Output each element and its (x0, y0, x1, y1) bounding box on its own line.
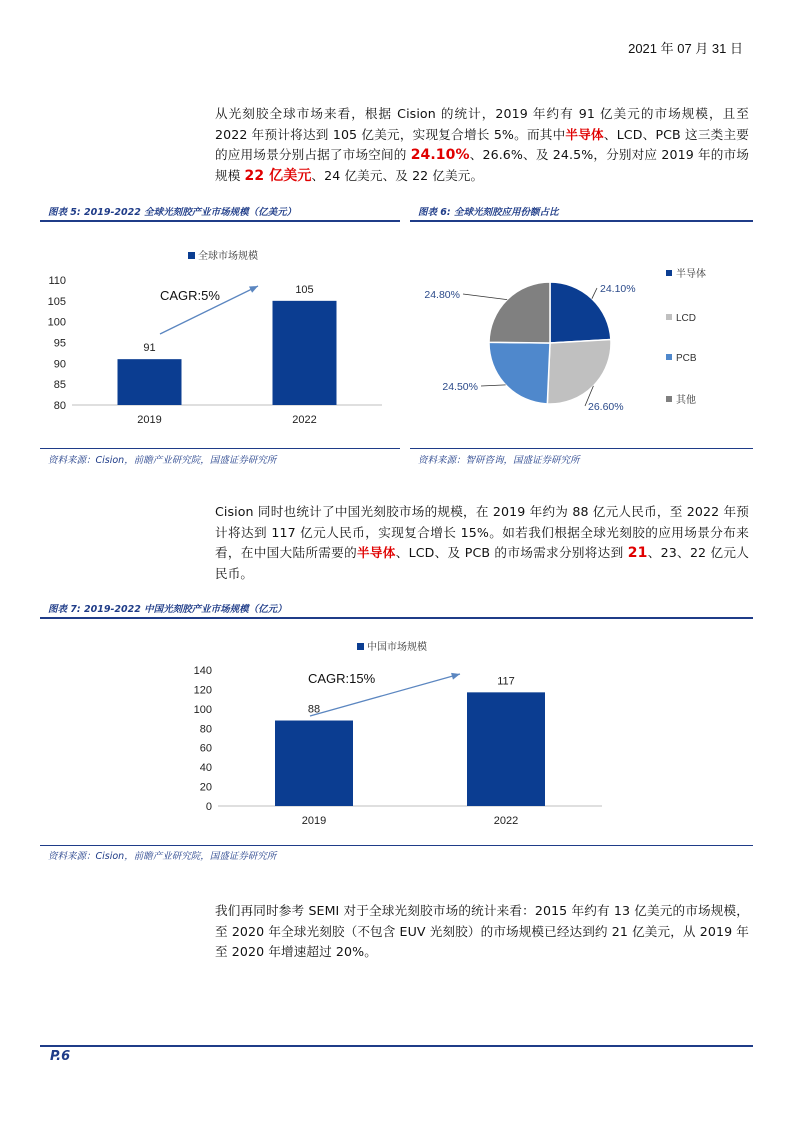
legend-label: 全球市场规模 (198, 251, 258, 262)
pie-slice (547, 340, 611, 404)
y-tick-label: 80 (53, 400, 66, 412)
y-tick-label: 100 (193, 703, 212, 716)
legend-swatch (188, 252, 195, 259)
pie-slice (489, 342, 550, 404)
bar (275, 721, 353, 806)
y-tick-label: 80 (199, 723, 212, 736)
pie-leader-line (592, 288, 597, 299)
bar-value-label: 88 (307, 703, 321, 716)
pie-leader-line (481, 385, 506, 386)
y-tick-label: 95 (53, 337, 66, 350)
figure5-top-rule (40, 220, 400, 222)
bar (118, 359, 182, 405)
legend-swatch (666, 354, 672, 360)
application-share-pie-chart (410, 240, 753, 440)
bar-value-label: 91 (143, 342, 156, 355)
bar (467, 692, 545, 806)
legend-label: 其他 (676, 395, 696, 406)
y-tick-label: 90 (53, 358, 66, 371)
figure6-top-rule (410, 220, 753, 222)
pie-value-label: 24.50% (442, 381, 478, 393)
china-market-bar-chart (40, 636, 753, 836)
y-tick-label: 110 (48, 275, 66, 287)
pie-value-label: 26.60% (588, 401, 624, 413)
x-tick-label: 2022 (292, 414, 317, 426)
figure5-title: 图表 5: 2019-2022 全球光刻胶产业市场规模（亿美元） (48, 207, 297, 218)
cagr-label: CAGR:5% (160, 288, 220, 303)
pie-value-label: 24.10% (600, 283, 636, 295)
y-tick-label: 0 (205, 801, 212, 813)
figure5-source: 资料来源：Cision，前瞻产业研究院，国盛证券研究所 (48, 455, 277, 466)
legend-swatch (666, 314, 672, 320)
y-tick-label: 60 (199, 742, 212, 755)
bar (273, 301, 337, 405)
legend-swatch (666, 270, 672, 276)
pie-leader-line (463, 294, 507, 300)
y-tick-label: 140 (193, 665, 212, 677)
figure7-title: 图表 7: 2019-2022 中国光刻胶产业市场规模（亿元） (48, 604, 287, 615)
footer-rule (40, 1045, 753, 1047)
report-date: 2021 年 07 月 31 日 (628, 41, 743, 56)
cagr-arrow-head (451, 673, 460, 680)
cagr-label: CAGR:15% (308, 671, 376, 686)
x-tick-label: 2019 (137, 414, 162, 426)
figure5-bottom-rule (40, 448, 400, 449)
legend-label: 半导体 (676, 269, 706, 280)
y-tick-label: 120 (193, 684, 212, 697)
figure7-top-rule (40, 617, 753, 619)
y-tick-label: 20 (199, 781, 212, 794)
global-market-bar-chart (40, 240, 400, 440)
legend-swatch (357, 643, 364, 650)
bar-value-label: 117 (497, 675, 515, 688)
y-tick-label: 105 (47, 295, 66, 308)
legend-label: LCD (676, 313, 697, 324)
y-tick-label: 100 (47, 316, 66, 329)
figure6-source: 资料来源：智研咨询，国盛证券研究所 (418, 455, 580, 466)
x-tick-label: 2022 (493, 815, 519, 827)
figure6-bottom-rule (410, 448, 753, 449)
paragraph-semi-stats: 我们再同时参考 SEMI 对于全球光刻胶市场的统计来看：2015 年约有 13 亿美元的市场规模，至 2020 年全球光刻胶（不包含 EUV 光刻胶）的市场规模已经达到约 21 亿美元，从 2019 年至 2020 年增速超过 20%。 (215, 903, 749, 959)
bar-value-label: 105 (295, 283, 314, 296)
figure7-source: 资料来源：Cision，前瞻产业研究院，国盛证券研究所 (48, 851, 277, 862)
y-tick-label: 85 (53, 379, 66, 392)
page-number: P.6 (50, 1049, 71, 1064)
pie-slice (489, 282, 550, 343)
legend-label: PCB (676, 353, 697, 364)
paragraph-global-market: 从光刻胶全球市场来看，根据 Cision 的统计，2019 年约有 91 亿美元的市场规模，且至 2022 年预计将达到 105 亿美元，实现复合增长 5%。而其中半导体、LCD、PCB 这三类主要的应用场景分别占据了市场空间的 24.10%、26.6%、及 24.5%，分别对应 2019 年的市场规模 22 亿美元、24 亿美元、及 22 亿美元。 (215, 106, 749, 184)
legend-swatch (666, 396, 672, 402)
paragraph-china-market: Cision 同时也统计了中国光刻胶市场的规模，在 2019 年约为 88 亿元人民币，至 2022 年预计将达到 117 亿元人民币，实现复合增长 15%。如若我们根据全球光刻胶的应用场景分布来看，在中国大陆所需要的半导体、LCD、及 PCB 的市场需求分别将达到 21、23、22 亿元人民币。 (215, 504, 749, 581)
figure6-title: 图表 6: 全球光刻胶应用份额占比 (418, 207, 559, 218)
y-tick-label: 40 (199, 762, 212, 775)
pie-value-label: 24.80% (424, 289, 460, 301)
figure7-bottom-rule (40, 845, 753, 846)
legend-label: 中国市场规模 (367, 642, 427, 653)
x-tick-label: 2019 (301, 815, 327, 827)
